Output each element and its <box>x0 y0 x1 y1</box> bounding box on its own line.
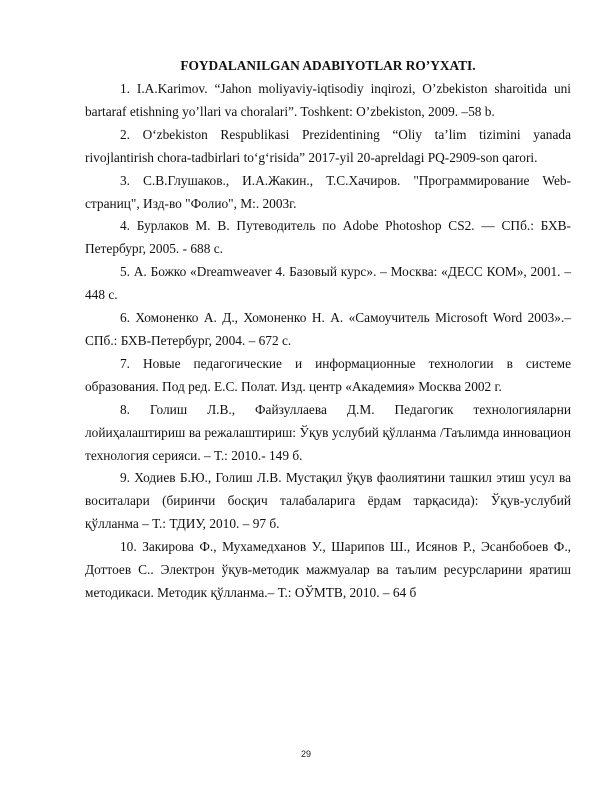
reference-item-10: 10. Закирова Ф., Мухамедханов У., Шарипов Ш., Исянов Р., Эсанбобоев Ф., Доттоев С.. Электрон ўқув-методик мажмуалар ва таълим ресурсларини яратиш методикаси. Методик қўлланма.– Т.: ОЎМТВ, 2010. – 64 б <box>85 539 571 600</box>
reference-item-1: 1. I.A.Karimov. “Jahon moliyaviy-iqtisodiy inqirozi, O’zbekiston sharoitida uni bartaraf etishning yo’llari va choralari”. Toshkent: O’zbekiston, 2009. –58 b. <box>85 81 571 119</box>
reference-item-6: 6. Хомоненко А. Д., Хомоненко Н. А. «Самоучитель Microsoft Word 2003».– СПб.: БХВ-Петербург, 2004. – 672 с. <box>85 310 571 348</box>
document-body <box>85 55 571 605</box>
reference-item-7: 7. Новые педагогические и информационные технологии в системе образования. Под ред. Е.С. Полат. Изд. центр «Академия» Москва 2002 г. <box>85 355 571 394</box>
reference-item-8: 8. Голиш Л.В., Файзуллаева Д.М. Педагогик технологияларни лойиҳалаштириш ва режалаштириш: Ўқув услубий қўлланма /Таълимда инновацион технология серияси. – Т.: 2010.- 149 б. <box>85 401 571 463</box>
reference-item-3: 3. С.В.Глушаков., И.А.Жакин., Т.С.Хачиров. "Программирование Web-страниц", Изд-во "Фолио", М:. 2003г. <box>85 172 571 211</box>
reference-item-5: 5. А. Божко «Dreamweaver 4. Базовый курс». – Москва: «ДЕСС КОМ», 2001. – 448 с. <box>85 264 571 303</box>
page-title: FOYDALANILGAN ADABIYOTLAR RO’YXATI. <box>180 58 476 73</box>
reference-item-2: 2. O‘zbekiston Respublikasi Prezidentining “Oliy ta’lim tizimini yanada rivojlantirish chora-tadbirlari to‘g‘risida” 2017-yil 20-apreldagi PQ-2909-son qarori. <box>85 126 571 165</box>
reference-item-9: 9. Ходиев Б.Ю., Голиш Л.В. Мустақил ўқув фаолиятини ташкил этиш усул ва воситалари (биринчи босқич талабаларига ёрдам тарқасида): Ўқув-услубий қўлланма – Т.: ТДИУ, 2010. – 97 б. <box>85 470 571 532</box>
reference-item-4: 4. Бурлаков М. В. Путеводитель по Adobe Photoshop CS2. — СПб.: БХВ-Петербург, 2005. - 688 с. <box>85 218 571 257</box>
page-number: 29 <box>300 749 311 759</box>
